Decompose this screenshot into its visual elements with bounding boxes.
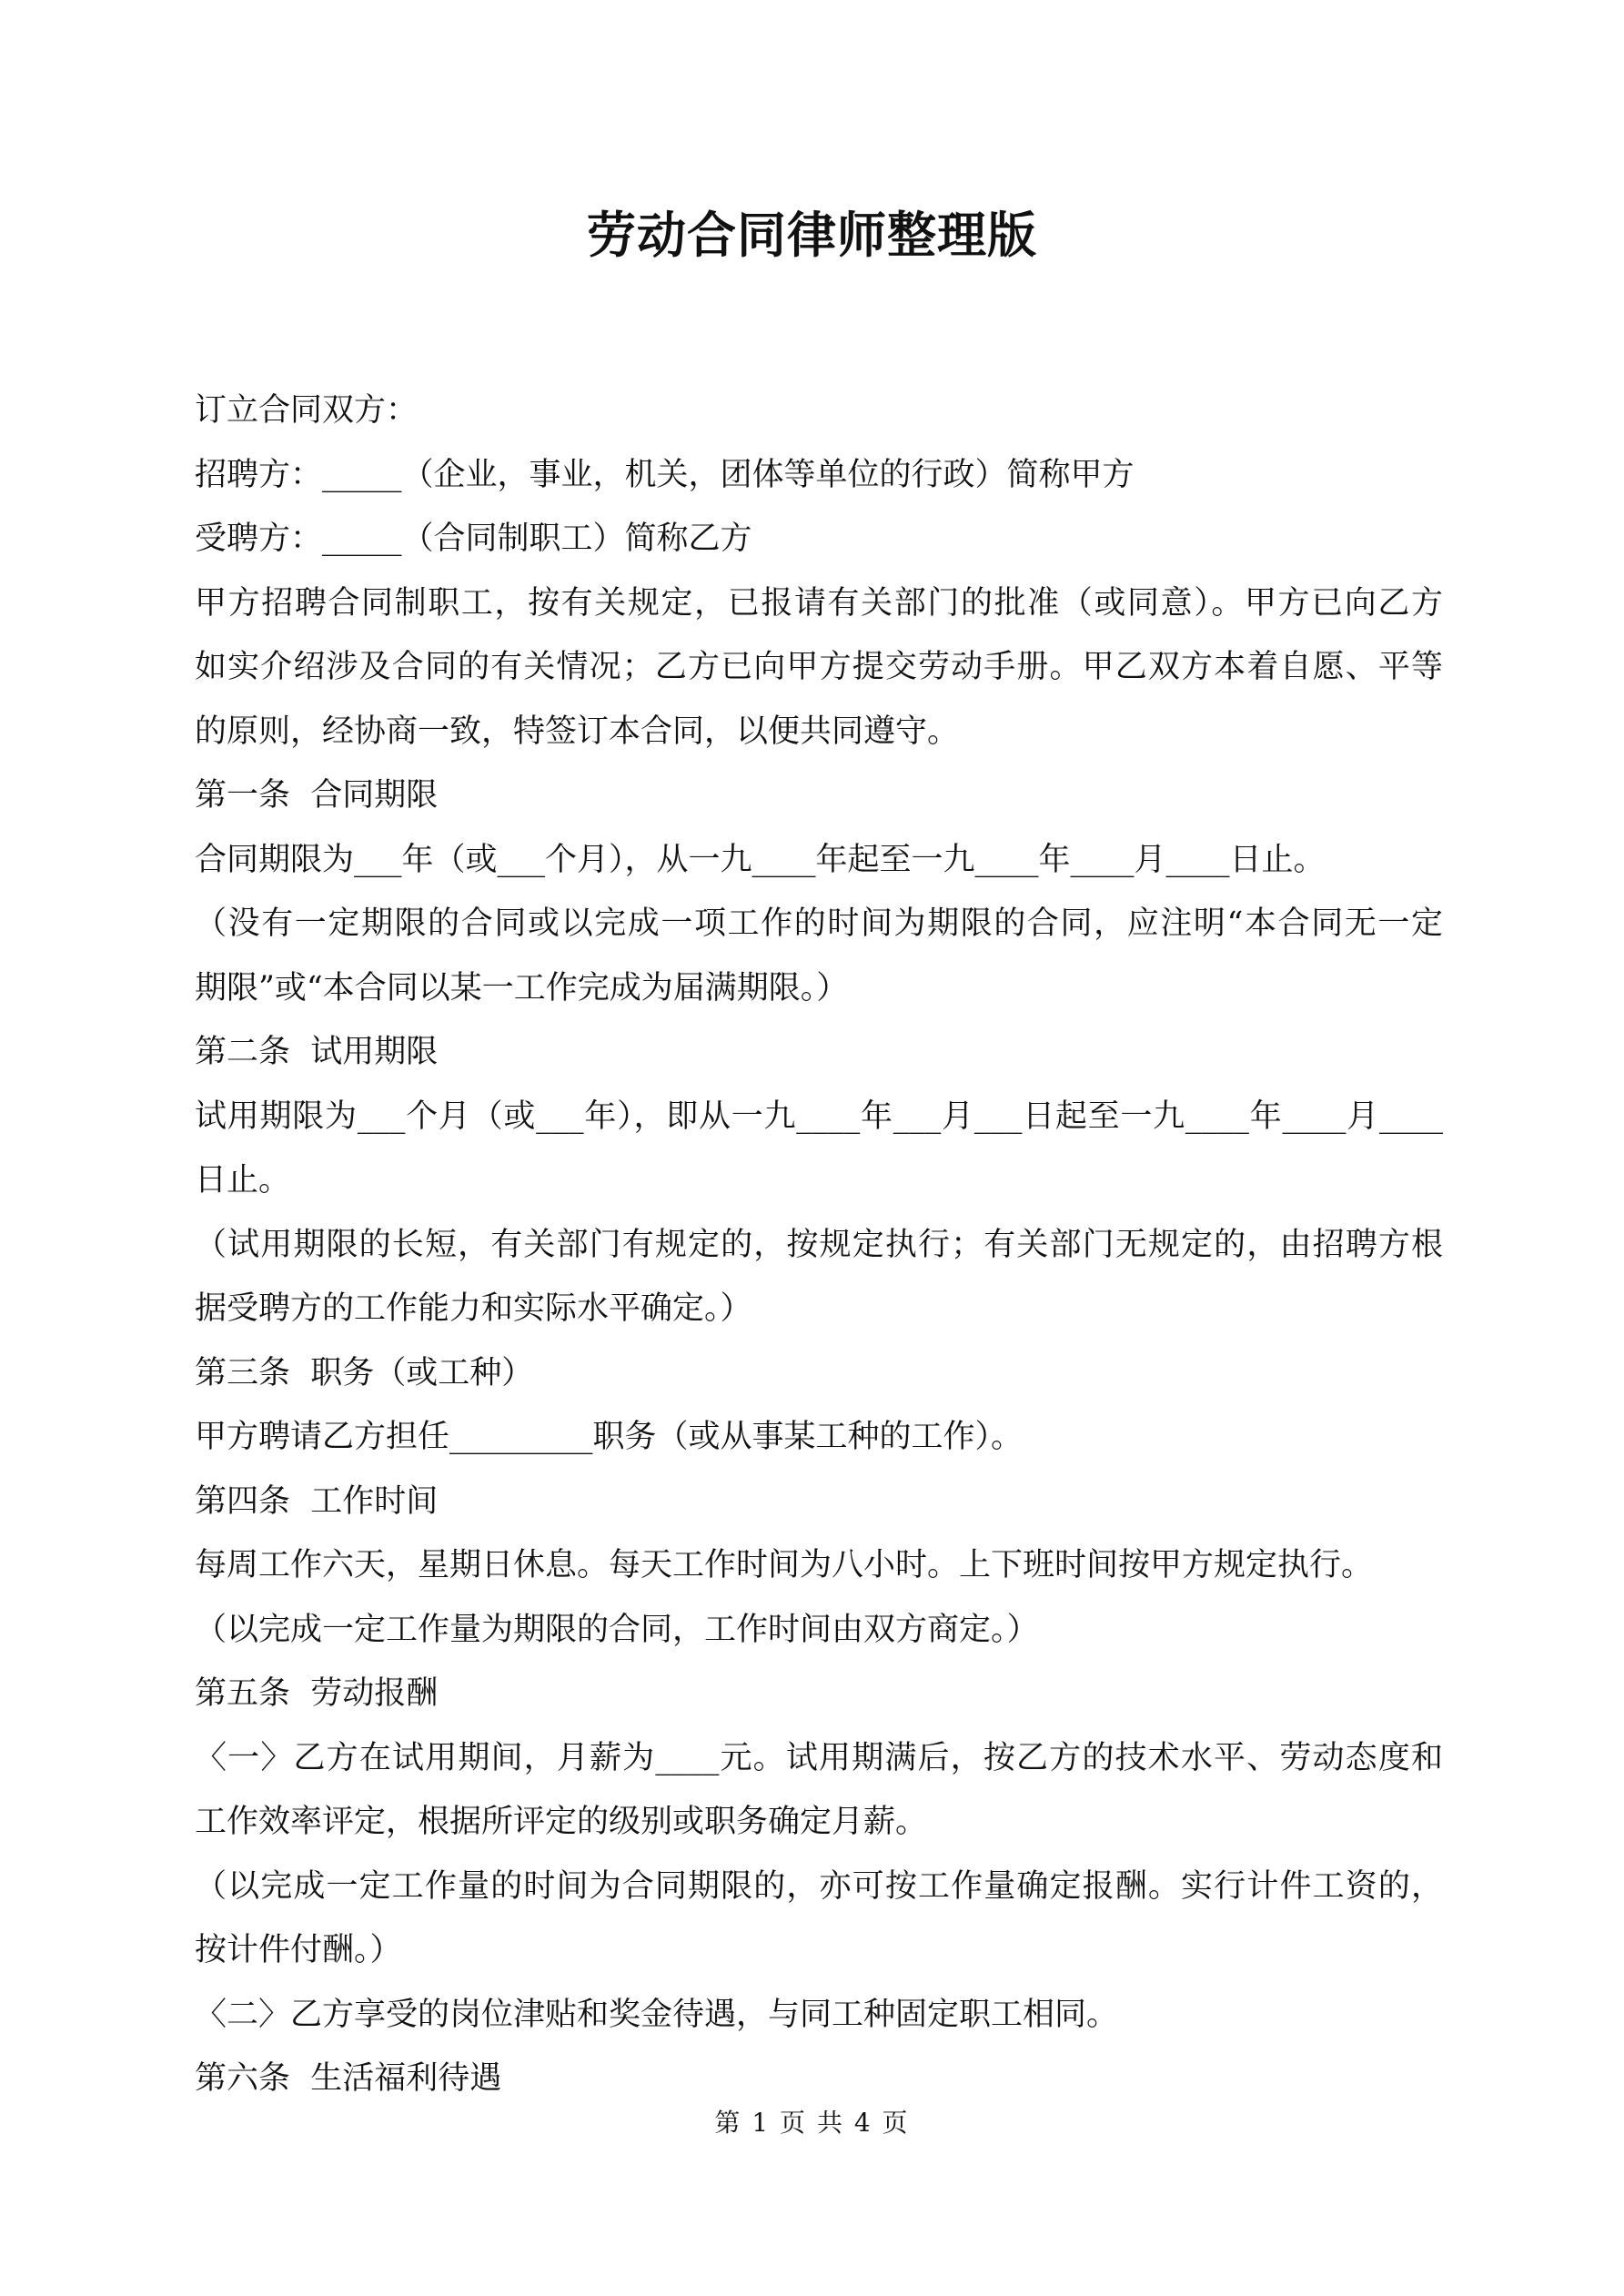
- document-body: [195, 379, 1443, 2111]
- body-line: 〈二〉乙方享受的岗位津贴和奖金待遇，与同工种固定职工相同。: [195, 1996, 1119, 2033]
- body-line: 据受聘方的工作能力和实际水平确定。）: [195, 1290, 752, 1327]
- section-heading: 第三条 职务（或工种）: [195, 1354, 534, 1391]
- body-line: 试用期限为___个月（或___年），即从一九____年___月___日起至一九____年____月____: [195, 1097, 1443, 1135]
- body-line: 甲方聘请乙方担任_________职务（或从事某工种的工作）。: [195, 1419, 1024, 1455]
- body-line: 按计件付酬。）: [195, 1932, 402, 1968]
- body-line: 工作效率评定，根据所评定的级别或职务确定月薪。: [195, 1804, 928, 1840]
- body-line: （以完成一定工作量为期限的合同，工作时间由双方商定。）: [195, 1611, 1039, 1648]
- body-line: 每周工作六天，星期日休息。每天工作时间为八小时。上下班时间按甲方规定执行。: [195, 1547, 1374, 1583]
- section-heading: 第四条 工作时间: [195, 1482, 439, 1520]
- section-heading: 第五条 劳动报酬: [195, 1675, 439, 1712]
- body-line: 期限”或“本合同以某一工作完成为届满期限。）: [195, 969, 849, 1006]
- body-line: （没有一定期限的合同或以完成一项工作的时间为期限的合同，应注明“本合同无一定: [195, 905, 1443, 942]
- body-line: 〈一〉乙方在试用期间，月薪为____元。试用期满后，按乙方的技术水平、劳动态度和: [195, 1739, 1443, 1776]
- body-line: （试用期限的长短，有关部门有规定的，按规定执行；有关部门无规定的，由招聘方根: [195, 1226, 1443, 1263]
- document-title: 劳动合同律师整理版: [587, 206, 1037, 264]
- body-line: 招聘方：_____（企业，事业，机关，团体等单位的行政）简称甲方: [195, 456, 1135, 493]
- body-line: 订立合同双方：: [195, 392, 419, 429]
- body-line: 受聘方：_____（合同制职工）简称乙方: [195, 521, 752, 557]
- body-line: 日止。: [195, 1162, 291, 1199]
- section-heading: 第六条 生活福利待遇: [195, 2060, 502, 2097]
- body-line: 如实介绍涉及合同的有关情况；乙方已向甲方提交劳动手册。甲乙双方本着自愿、平等: [195, 649, 1443, 685]
- section-heading: 第二条 试用期限: [195, 1034, 439, 1070]
- body-line: 的原则，经协商一致，特签订本合同，以便共同遵守。: [195, 713, 960, 750]
- page-number: 第 1 页 共 4 页: [714, 2108, 910, 2138]
- body-line: 合同期限为___年（或___个月），从一九____年起至一九____年____月____日止。: [195, 841, 1326, 878]
- body-line: （以完成一定工作量的时间为合同期限的，亦可按工作量确定报酬。实行计件工资的，: [195, 1867, 1443, 1905]
- section-heading: 第一条 合同期限: [195, 777, 439, 814]
- body-line: 甲方招聘合同制职工，按有关规定，已报请有关部门的批准（或同意）。甲方已向乙方: [195, 584, 1443, 622]
